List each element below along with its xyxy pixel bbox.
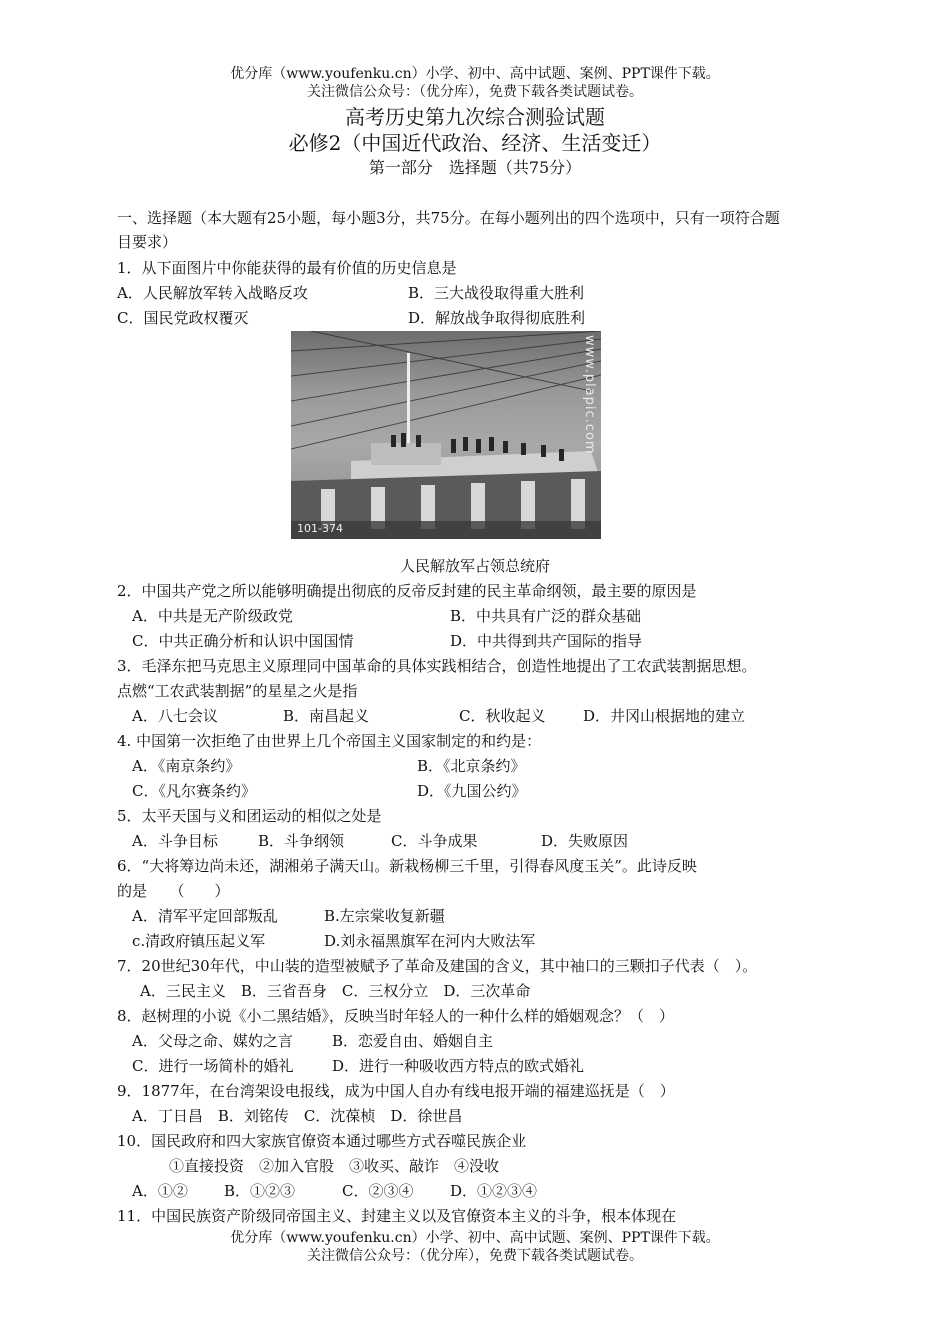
q6-option-d: D.刘永福黑旗军在河内大败法军 — [324, 932, 536, 950]
q11-stem: 11．中国民族资产阶级同帝国主义、封建主义以及官僚资本主义的斗争，根本体现在 — [117, 1207, 677, 1225]
q9-options: A．丁日昌 B．刘铭传 C．沈葆桢 D．徐世昌 — [132, 1107, 463, 1125]
q10-items: ①直接投资 ②加入官股 ③收买、敲诈 ④没收 — [169, 1157, 500, 1175]
photo-watermark: www.plapic.com — [582, 335, 597, 455]
q3-stem-line-2: 点燃“工农武装割据”的星星之火是指 — [117, 682, 358, 700]
q1-option-c: C．国民党政权覆灭 — [117, 309, 249, 327]
photo-caption: 人民解放军占领总统府 — [399, 557, 550, 575]
q5-option-b: B．斗争纲领 — [258, 832, 345, 850]
part-title: 第一部分 选择题（共75分） — [368, 158, 582, 177]
q2-stem: 2．中国共产党之所以能够明确提出彻底的反帝反封建的民主革命纲领，最主要的原因是 — [117, 582, 697, 600]
q2-option-b: B．中共具有广泛的群众基础 — [450, 607, 642, 625]
q5-option-c: C．斗争成果 — [391, 832, 478, 850]
q3-option-c: C．秋收起义 — [459, 707, 546, 725]
q2-option-a: A．中共是无产阶级政党 — [132, 607, 293, 625]
q10-option-c: C．②③④ — [342, 1182, 414, 1200]
q4-option-d: D．《九国公约》 — [417, 782, 527, 800]
q8-option-a: A．父母之命、媒妁之言 — [132, 1032, 293, 1050]
q4-stem: 4. 中国第一次拒绝了由世界上几个帝国主义国家制定的和约是： — [117, 732, 542, 750]
q1-option-d: D．解放战争取得彻底胜利 — [408, 309, 586, 327]
q8-stem: 8．赵树理的小说《小二黑结婚》，反映当时年轻人的一种什么样的婚姻观念？（ ） — [117, 1007, 675, 1025]
q1-option-a: A．人民解放军转入战略反攻 — [117, 284, 308, 302]
q2-option-d: D．中共得到共产国际的指导 — [450, 632, 643, 650]
q10-option-d: D．①②③④ — [450, 1182, 538, 1200]
q6-stem-line-1: 6．“大将筹边尚未还，湖湘弟子满天山。新栽杨柳三千里，引得春风度玉关”。此诗反映 — [117, 857, 697, 875]
exam-subtitle: 必修2（中国近代政治、经济、生活变迁） — [288, 131, 662, 155]
q8-option-c: C．进行一场简朴的婚礼 — [132, 1057, 294, 1075]
footer-line-1: 优分库（www.youfenku.cn）小学、初中、高中试题、案例、PPT课件下载。 — [230, 1230, 720, 1246]
q5-option-d: D．失败原因 — [541, 832, 629, 850]
header-line-1: 优分库（www.youfenku.cn）小学、初中、高中试题、案例、PPT课件下载。 — [230, 66, 720, 82]
q4-option-c: C．《凡尔赛条约》 — [132, 782, 256, 800]
q2-option-c: C．中共正确分析和认识中国国情 — [132, 632, 354, 650]
q6-option-c: c.清政府镇压起义军 — [132, 932, 266, 950]
q10-option-a: A．①② — [132, 1182, 188, 1200]
q10-option-b: B．①②③ — [224, 1182, 296, 1200]
photo-illustration — [291, 331, 601, 539]
q3-option-b: B．南昌起义 — [283, 707, 370, 725]
header-line-2: 关注微信公众号：（优分库），免费下载各类试题试卷。 — [307, 84, 643, 100]
q6-option-b: B.左宗棠收复新疆 — [324, 907, 445, 925]
q4-option-a: A．《南京条约》 — [132, 757, 241, 775]
q3-stem-line-1: 3．毛泽东把马克思主义原理同中国革命的具体实践相结合，创造性地提出了工农武装割据思想。 — [117, 657, 757, 675]
section-intro-line-1: 一、选择题（本大题有25小题，每小题3分，共75分。在每小题列出的四个选项中，只有一项符合题 — [117, 209, 780, 227]
q10-stem: 10．国民政府和四大家族官僚资本通过哪些方式吞噬民族企业 — [117, 1132, 527, 1150]
q6-stem-line-2: 的是 （ ） — [117, 882, 230, 900]
q8-option-b: B．恋爱自由、婚姻自主 — [332, 1032, 494, 1050]
footer-line-2: 关注微信公众号：（优分库），免费下载各类试题试卷。 — [307, 1248, 643, 1264]
photo-label: 101-374 — [297, 522, 343, 535]
q3-option-a: A．八七会议 — [132, 707, 218, 725]
q5-stem: 5．太平天国与义和团运动的相似之处是 — [117, 807, 382, 825]
q5-option-a: A．斗争目标 — [132, 832, 218, 850]
historical-photo — [291, 331, 601, 539]
q6-option-a: A．清军平定回部叛乱 — [132, 907, 278, 925]
q7-options: A．三民主义 B．三省吾身 C．三权分立 D．三次革命 — [140, 982, 531, 1000]
section-intro-line-2: 目要求） — [117, 233, 178, 251]
q3-option-d: D．井冈山根据地的建立 — [583, 707, 746, 725]
exam-title: 高考历史第九次综合测验试题 — [345, 105, 605, 129]
q4-option-b: B．《北京条约》 — [417, 757, 526, 775]
q9-stem: 9．1877年，在台湾架设电报线，成为中国人自办有线电报开端的福建巡抚是（ ） — [117, 1082, 675, 1100]
q1-option-b: B．三大战役取得重大胜利 — [408, 284, 585, 302]
q8-option-d: D．进行一种吸收西方特点的欧式婚礼 — [332, 1057, 585, 1075]
q1-stem: 1．从下面图片中你能获得的最有价值的历史信息是 — [117, 259, 457, 277]
q7-stem: 7．20世纪30年代，中山装的造型被赋予了革命及建国的含义，其中袖口的三颗扣子代表（ ）。 — [117, 957, 758, 975]
